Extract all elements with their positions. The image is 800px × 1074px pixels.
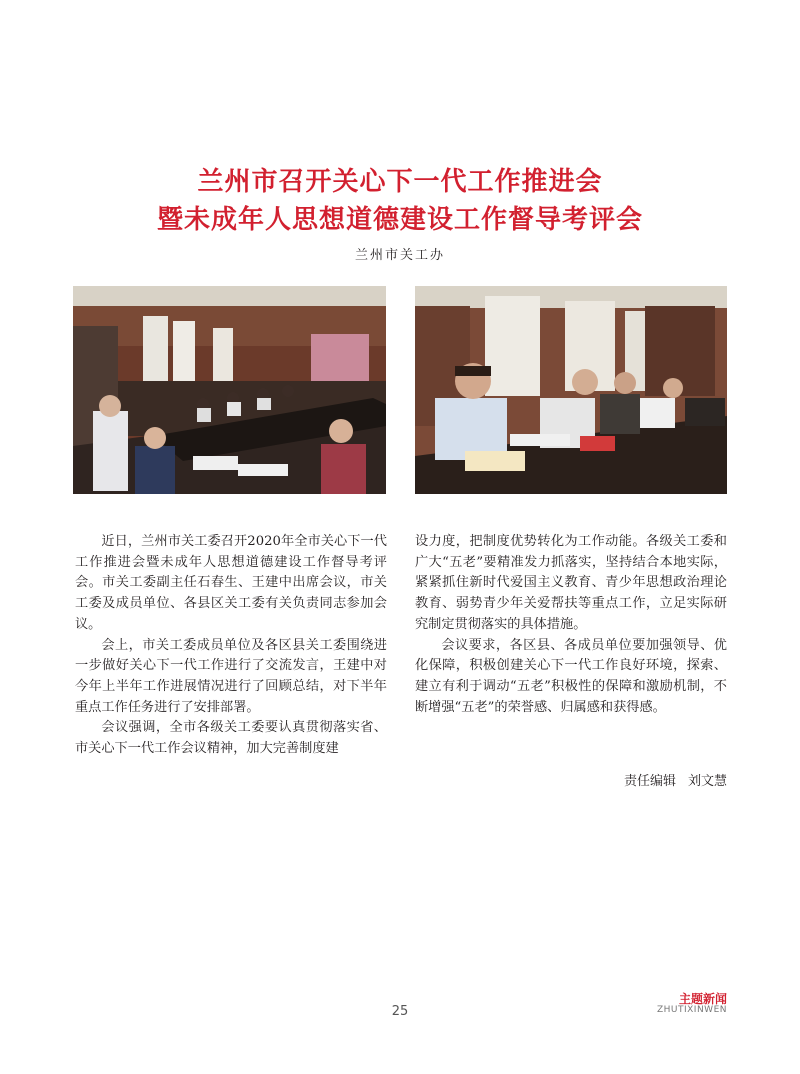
article-body-right-column	[415, 532, 727, 718]
article-body-left-column	[75, 532, 387, 760]
body-paragraph: 会上，市关工委成员单位及各区县关工委围绕进一步做好关心下一代工作进行了交流发言，王建中对今年上半年工作进展情况进行了回顾总结，对下半年重点工作任务进行了安排部署。	[75, 637, 387, 715]
editor-label: 责任编辑	[623, 774, 676, 789]
meeting-photo-close	[415, 286, 727, 494]
section-label-cn: 主题新闻	[678, 992, 727, 1006]
section-label-en: ZHUTIXINWEN	[656, 1005, 727, 1015]
body-paragraph: 近日，兰州市关工委召开2020年全市关心下一代工作推进会暨未成年人思想道德建设工作督导考评会。市关工委副主任石春生、王建中出席会议，市关工委及成员单位、各县区关工委有关负责同志参加会议。	[75, 534, 387, 632]
body-paragraph: 会议强调，全市各级关工委要认真贯彻落实省、市关心下一代工作会议精神，加大完善制度建	[75, 720, 387, 757]
article-author: 兰州市关工办	[354, 248, 445, 263]
responsible-editor	[624, 770, 727, 789]
body-paragraph-continued: 设力度，把制度优势转化为工作动能。各级关工委和广大“五老”要精准发力抓落实，坚持结合本地实际，紧紧抓住新时代爱国主义教育、青少年思想政治理论教育、弱势青少年关爱帮扶等重点工作，立足实际研究制定贯彻落实的具体措施。	[415, 534, 727, 632]
page-number: 25	[391, 1004, 409, 1019]
article-title-line-1: 兰州市召开关心下一代工作推进会	[197, 167, 603, 197]
article-title-line-2: 暨未成年人思想道德建设工作督导考评会	[156, 205, 643, 235]
body-paragraph: 会议要求，各区县、各成员单位要加强领导、优化保障，积极创建关心下一代工作良好环境，探索、建立有利于调动“五老”积极性的保障和激励机制，不断增强“五老”的荣誉感、归属感和获得感。	[415, 637, 727, 715]
editor-name: 刘文慧	[687, 774, 727, 789]
meeting-photo-wide	[73, 286, 386, 494]
